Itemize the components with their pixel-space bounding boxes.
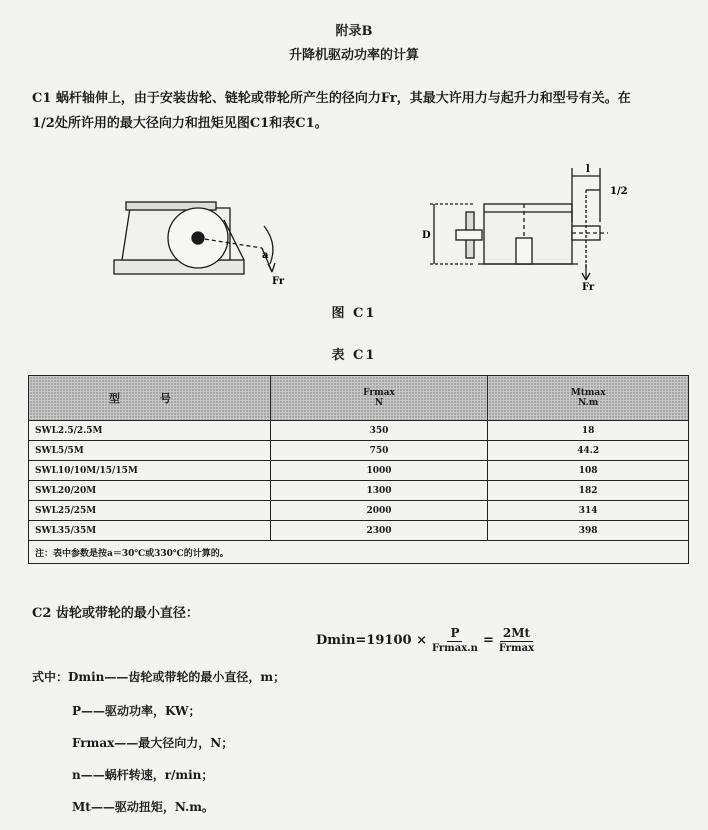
c1-line-1: C1 蜗杆轴伸上，由于安装齿轮、链轮或带轮所产生的径向力Fr，其最大许用力与起升力和型号有关。在 xyxy=(32,91,631,106)
table-row xyxy=(29,421,689,441)
header-frmax-label: Frmax xyxy=(363,388,395,398)
header-mtmax-label: Mtmax xyxy=(570,388,606,398)
fraction-1-denominator: Frmax.n xyxy=(431,643,478,654)
definition-dmin: 式中：Dmin——齿轮或带轮的最小直径，m； xyxy=(32,670,286,684)
cell-mtmax: 398 xyxy=(488,521,689,541)
header-mtmax-unit: N.m xyxy=(578,398,599,408)
cell-model: SWL25/25M xyxy=(29,501,271,521)
definition-mt: Mt——驱动扭矩，N.m。 xyxy=(72,800,214,814)
appendix-title: 附录B xyxy=(335,24,373,39)
table-row xyxy=(29,441,689,461)
dmin-formula xyxy=(316,626,539,654)
cell-mtmax: 44.2 xyxy=(488,441,689,461)
cell-frmax: 1000 xyxy=(270,461,488,481)
cell-frmax: 2000 xyxy=(270,501,488,521)
c2-heading: C2 齿轮或带轮的最小直径： xyxy=(32,606,199,621)
cell-mtmax: 108 xyxy=(488,461,689,481)
header-model: 型 号 xyxy=(29,376,271,421)
cell-frmax: 2300 xyxy=(270,521,488,541)
cell-frmax: 1300 xyxy=(270,481,488,501)
c1-line-2: 1/2处所许用的最大径向力和扭矩见图C1和表C1。 xyxy=(32,116,328,131)
fr-label-left: Fr xyxy=(272,276,285,287)
header-mtmax xyxy=(488,376,689,421)
cell-model: SWL10/10M/15/15M xyxy=(29,461,271,481)
header-frmax-unit: N xyxy=(374,398,384,408)
table-row xyxy=(29,481,689,501)
table-caption: 表 C1 xyxy=(331,348,377,363)
formula-equals: = xyxy=(482,632,494,648)
dim-l-half-label: 1/2 xyxy=(610,186,628,197)
definition-p: P——驱动功率，KW； xyxy=(72,704,201,718)
definition-frmax: Frmax——最大径向力，N； xyxy=(72,736,234,750)
cell-model: SWL5/5M xyxy=(29,441,271,461)
formula-fraction-1 xyxy=(432,626,478,654)
cell-frmax: 750 xyxy=(270,441,488,461)
cell-model: SWL20/20M xyxy=(29,481,271,501)
dim-d-label: D xyxy=(422,230,431,241)
figure-c1-side-view xyxy=(112,160,292,290)
fraction-2-denominator: Frmax xyxy=(498,643,535,654)
cell-mtmax: 182 xyxy=(488,481,689,501)
c1-paragraph xyxy=(32,86,682,136)
table-note-row xyxy=(29,541,689,564)
figure-caption: 图 C1 xyxy=(331,306,377,321)
fraction-2-numerator: 2Mt xyxy=(500,626,533,642)
fraction-1-numerator: P xyxy=(447,626,462,642)
cell-model: SWL2.5/2.5M xyxy=(29,421,271,441)
alpha-label: a xyxy=(262,250,269,261)
spec-table xyxy=(28,375,689,564)
cell-mtmax: 314 xyxy=(488,501,689,521)
dim-l-label: l xyxy=(586,164,590,175)
cell-mtmax: 18 xyxy=(488,421,689,441)
header-frmax xyxy=(270,376,488,421)
lifting-screw xyxy=(516,238,532,264)
section-subtitle: 升降机驱动功率的计算 xyxy=(288,48,419,63)
table-header-row xyxy=(29,376,689,421)
base-plate xyxy=(114,260,244,274)
cell-frmax: 350 xyxy=(270,421,488,441)
cell-model: SWL35/35M xyxy=(29,521,271,541)
definition-n: n——蜗杆转速，r/min； xyxy=(72,768,214,782)
table-row xyxy=(29,521,689,541)
formula-lhs: Dmin=19100 × xyxy=(316,632,427,648)
table-note: 注：表中参数是按a＝30℃或330℃的计算的。 xyxy=(29,541,689,564)
figure-c1-front-view xyxy=(418,160,638,290)
table-row xyxy=(29,501,689,521)
table-row xyxy=(29,461,689,481)
formula-fraction-2 xyxy=(499,626,534,654)
left-shaft xyxy=(456,230,482,240)
fr-label-right: Fr xyxy=(582,282,595,290)
